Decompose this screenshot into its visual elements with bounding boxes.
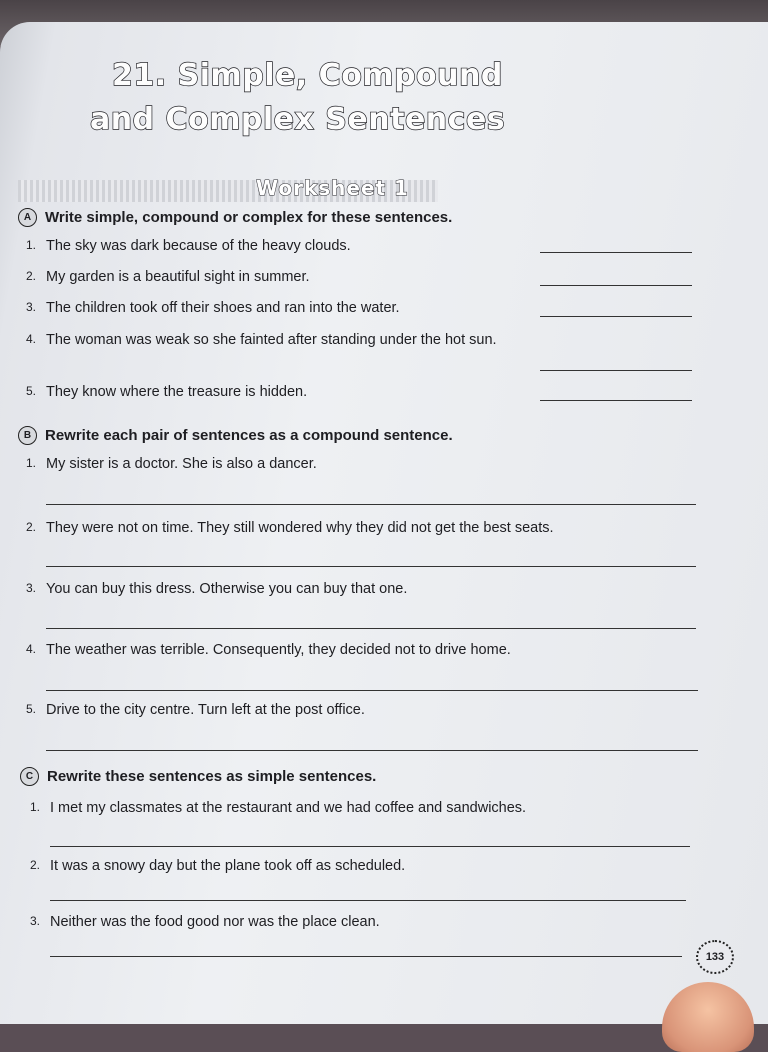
answer-line-a2[interactable] [540, 285, 692, 286]
answer-line-c2[interactable] [50, 900, 686, 901]
page-number: 133 [696, 940, 734, 974]
section-a-heading [18, 208, 452, 227]
question-a5: 5. They know where the treasure is hidden. [26, 384, 308, 400]
section-a-instruction: Write simple, compound or complex for these sentences. [45, 209, 453, 226]
question-b4: 4. The weather was terrible. Consequently, they decided not to drive home. [26, 642, 511, 658]
answer-line-a5[interactable] [540, 400, 692, 401]
question-a1: 1. The sky was dark because of the heavy clouds. [26, 238, 351, 254]
question-a3: 3. The children took off their shoes and ran into the water. [26, 300, 400, 316]
answer-line-a1[interactable] [540, 252, 692, 253]
answer-line-a3[interactable] [540, 316, 692, 317]
question-b1: 1. My sister is a doctor. She is also a dancer. [26, 456, 317, 472]
section-a-badge: A [18, 208, 37, 227]
question-a4: 4. The woman was weak so she fainted after standing under the hot sun. [26, 332, 497, 348]
question-b3: 3. You can buy this dress. Otherwise you can buy that one. [26, 581, 408, 597]
answer-line-c3[interactable] [50, 956, 682, 957]
section-c-instruction: Rewrite these sentences as simple sentences. [47, 768, 377, 785]
question-c1: 1. I met my classmates at the restaurant and we had coffee and sandwiches. [30, 800, 527, 816]
question-a2: 2. My garden is a beautiful sight in summer. [26, 269, 310, 285]
question-c3: 3. Neither was the food good nor was the place clean. [30, 914, 380, 930]
answer-line-b1[interactable] [46, 504, 696, 505]
question-c2: 2. It was a snowy day but the plane took off as scheduled. [30, 858, 406, 874]
answer-line-b4[interactable] [46, 690, 698, 691]
question-b2: 2. They were not on time. They still wondered why they did not get the best seats. [26, 520, 554, 536]
section-b-heading [18, 426, 453, 445]
answer-line-a4[interactable] [540, 370, 692, 371]
page-title-line1: 21. Simple, Compound [112, 58, 503, 93]
page-title-line2: and Complex Sentences [90, 102, 506, 137]
answer-line-b2[interactable] [46, 566, 696, 567]
question-b5: 5. Drive to the city centre. Turn left at the post office. [26, 702, 365, 718]
answer-line-b5[interactable] [46, 750, 698, 751]
section-b-instruction: Rewrite each pair of sentences as a compound sentence. [45, 427, 453, 444]
worksheet-label: Worksheet 1 [256, 176, 409, 200]
section-c-heading [20, 767, 376, 786]
section-c-badge: C [20, 767, 39, 786]
worksheet-page [0, 22, 768, 1024]
answer-line-c1[interactable] [50, 846, 690, 847]
answer-line-b3[interactable] [46, 628, 696, 629]
section-b-badge: B [18, 426, 37, 445]
